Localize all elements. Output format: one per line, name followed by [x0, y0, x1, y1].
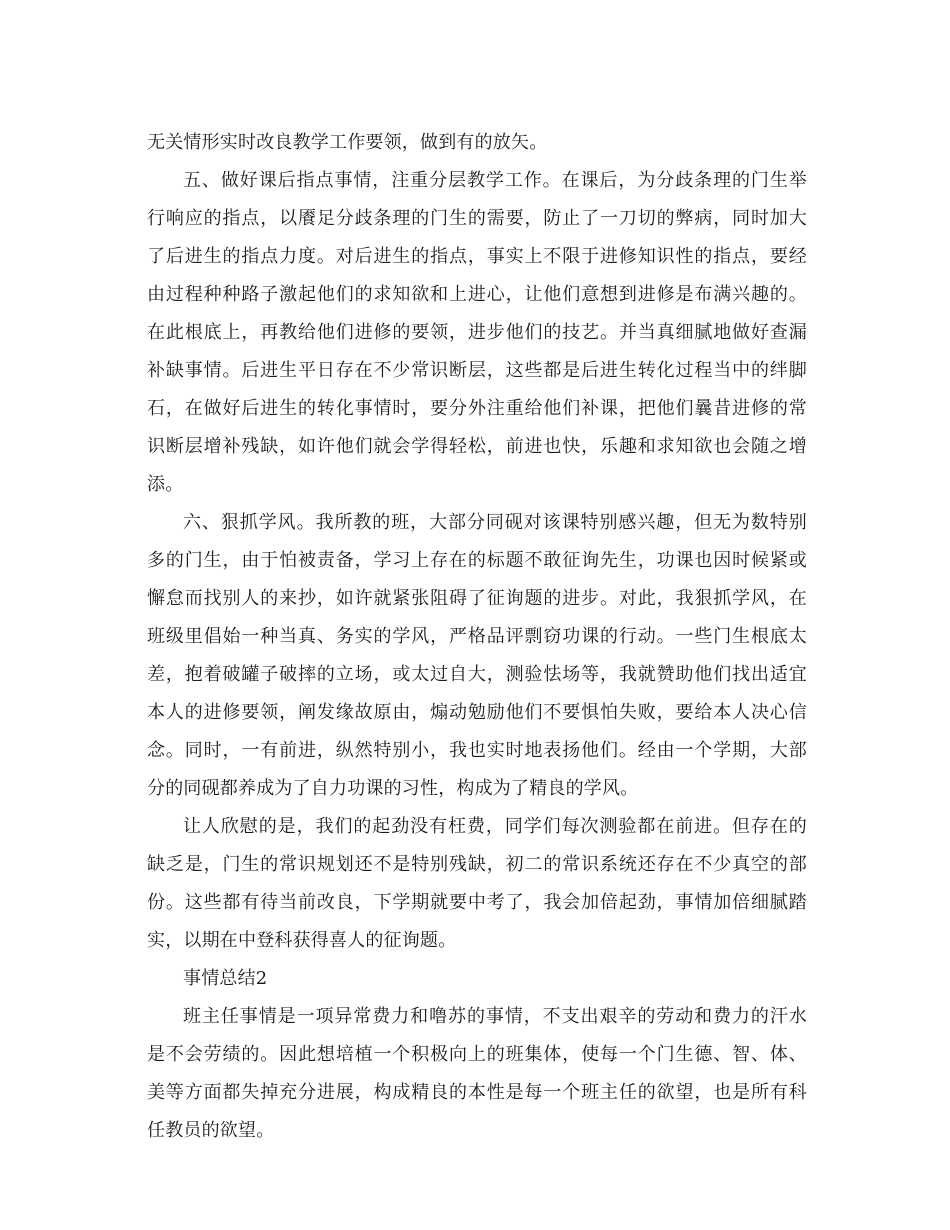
text-line: 石，在做好后进生的转化事情时，要分外注重给他们补课，把他们曩昔进修的常 — [147, 398, 807, 419]
text-line: 实，以期在中登科获得喜人的征询题。 — [147, 930, 457, 951]
text-line: 任教员的欲望。 — [147, 1120, 275, 1141]
text-line: 本人的进修要领，阐发缘故原由，煽动勉励他们不要惧怕失败，要给本人决心信 — [147, 702, 807, 723]
text-line: 行响应的指点，以餍足分歧条理的门生的需要，防止了一刀切的弊病，同时加大 — [147, 208, 807, 229]
text-line: 在此根底上，再教给他们进修的要领，进步他们的技艺。并当真细腻地做好查漏 — [147, 322, 807, 343]
text-line: 念。同时，一有前进，纵然特别小，我也实时地表扬他们。经由一个学期，大部 — [147, 740, 807, 761]
text-line: 识断层增补残缺，如许他们就会学得轻松，前进也快，乐趣和求知欲也会随之增 — [147, 436, 807, 457]
text-line: 是不会劳绩的。因此想培植一个积极向上的班集体，使每一个门生德、智、体、 — [147, 1044, 807, 1065]
document-body — [147, 124, 807, 1150]
text-line: 多的门生，由于怕被责备，学习上存在的标题不敢征询先生，功课也因时候紧或 — [147, 550, 807, 571]
text-line: 班级里倡始一种当真、务实的学风，严格品评剽窃功课的行动。一些门生根底太 — [147, 626, 807, 647]
text-line: 分的同砚都养成为了自力功课的习性，构成为了精良的学风。 — [147, 778, 639, 799]
text-line: 补缺事情。后进生平日存在不少常识断层，这些都是后进生转化过程当中的绊脚 — [147, 360, 807, 381]
text-line: 五、做好课后指点事情，注重分层教学工作。在课后，为分歧条理的门生举 — [183, 170, 807, 191]
text-line: 让人欣慰的是，我们的起劲没有枉费，同学们每次测验都在前进。但存在的 — [183, 816, 807, 837]
text-line: 事情总结2 — [183, 968, 268, 989]
text-line: 差，抱着破罐子破摔的立场，或太过自大，测验怯场等，我就赞助他们找出适宜 — [147, 664, 807, 685]
text-line: 无关情形实时改良教学工作要领，做到有的放矢。 — [147, 132, 548, 153]
text-line: 班主任事情是一项异常费力和噜苏的事情，不支出艰辛的劳动和费力的汗水 — [183, 1006, 807, 1027]
text-line: 缺乏是，门生的常识规划还不是特别残缺，初二的常识系统还存在不少真空的部 — [147, 854, 807, 875]
text-line: 美等方面都失掉充分进展，构成精良的本性是每一个班主任的欲望，也是所有科 — [147, 1082, 807, 1103]
text-line: 由过程种种路子激起他们的求知欲和上进心，让他们意想到进修是布满兴趣的。 — [147, 284, 807, 305]
text-line: 添。 — [147, 474, 184, 495]
text-line: 六、狠抓学风。我所教的班，大部分同砚对该课特别感兴趣，但无为数特别 — [183, 512, 807, 533]
text-line: 份。这些都有待当前改良，下学期就要中考了，我会加倍起劲，事情加倍细腻踏 — [147, 892, 807, 913]
text-line: 懈怠而找别人的来抄，如许就紧张阻碍了征询题的进步。对此，我狠抓学风，在 — [147, 588, 807, 609]
text-line: 了后进生的指点力度。对后进生的指点，事实上不限于进修知识性的指点，要经 — [147, 246, 807, 267]
